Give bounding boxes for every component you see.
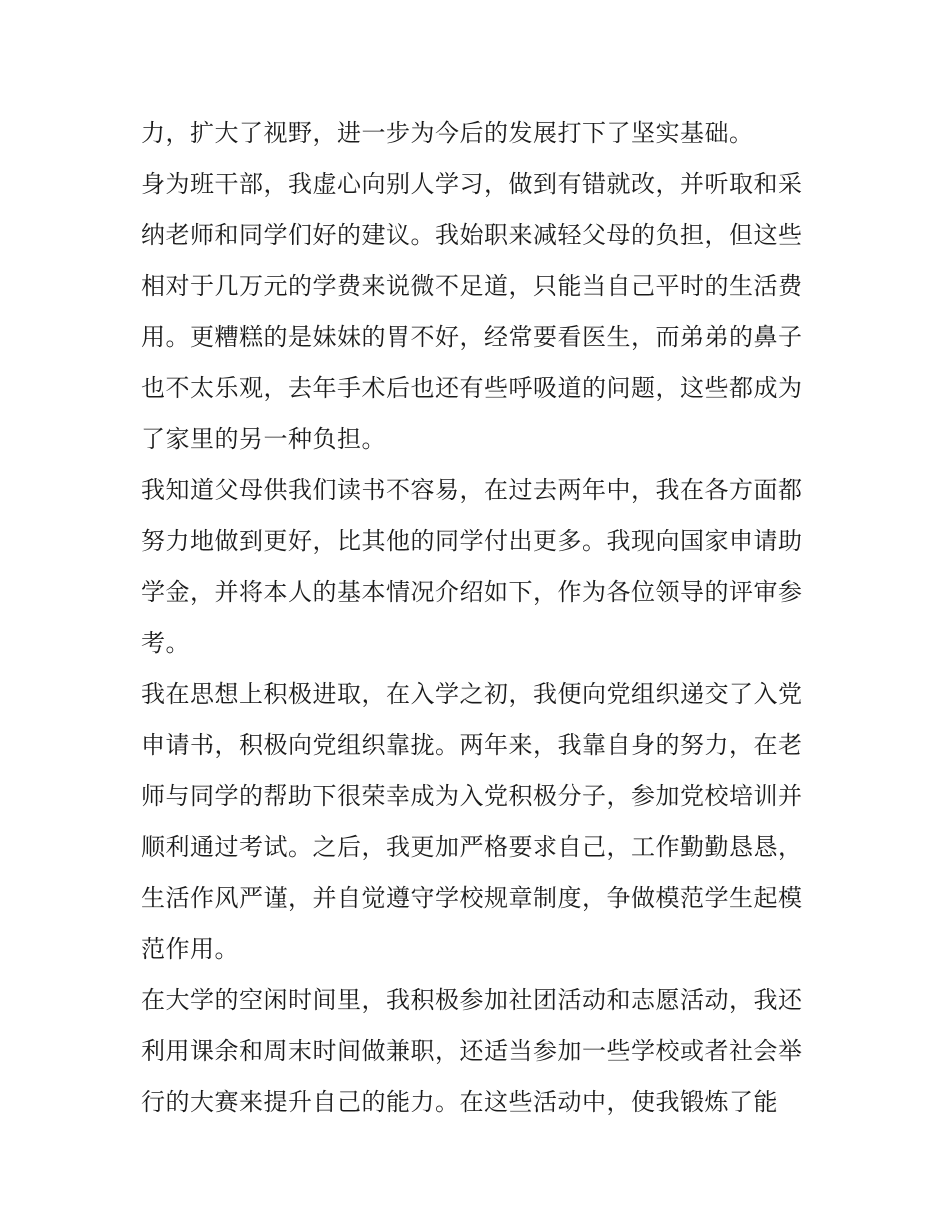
text-line: 力，扩大了视野，进一步为今后的发展打下了坚实基础。 [141, 119, 754, 147]
text-line: 用。更糟糕的是妹妹的胃不好，经常要看医生，而弟弟的鼻子 [141, 323, 803, 351]
text-line: 身为班干部，我虚心向别人学习，做到有错就改，并听取和采 [141, 170, 803, 198]
text-line: 了家里的另一种负担。 [141, 425, 386, 453]
text-line: 在大学的空闲时间里，我积极参加社团活动和志愿活动，我还 [141, 986, 803, 1014]
text-line: 行的大赛来提升自己的能力。在这些活动中，使我锻炼了能 [141, 1088, 778, 1116]
text-line: 生活作风严谨，并自觉遵守学校规章制度，争做模范学生起模 [141, 884, 803, 912]
text-line: 申请书，积极向党组织靠拢。两年来，我靠自身的努力，在老 [141, 731, 803, 759]
text-line: 师与同学的帮助下很荣幸成为入党积极分子，参加党校培训并 [141, 782, 803, 810]
text-line: 利用课余和周末时间做兼职，还适当参加一些学校或者社会举 [141, 1037, 803, 1065]
text-line: 学金，并将本人的基本情况介绍如下，作为各位领导的评审参 [141, 578, 803, 606]
text-line: 努力地做到更好，比其他的同学付出更多。我现向国家申请助 [141, 527, 803, 555]
text-line: 我在思想上积极进取，在入学之初，我便向党组织递交了入党 [141, 680, 803, 708]
text-line: 我知道父母供我们读书不容易，在过去两年中，我在各方面都 [141, 476, 803, 504]
text-line: 考。 [141, 629, 190, 657]
text-line: 也不太乐观，去年手术后也还有些呼吸道的问题，这些都成为 [141, 374, 803, 402]
text-line: 范作用。 [141, 935, 239, 963]
text-line: 顺利通过考试。之后，我更加严格要求自己，工作勤勤恳恳， [141, 833, 803, 861]
text-line: 相对于几万元的学费来说微不足道，只能当自己平时的生活费 [141, 272, 803, 300]
text-line: 纳老师和同学们好的建议。我始职来减轻父母的负担，但这些 [141, 221, 803, 249]
body-text [141, 108, 821, 1128]
